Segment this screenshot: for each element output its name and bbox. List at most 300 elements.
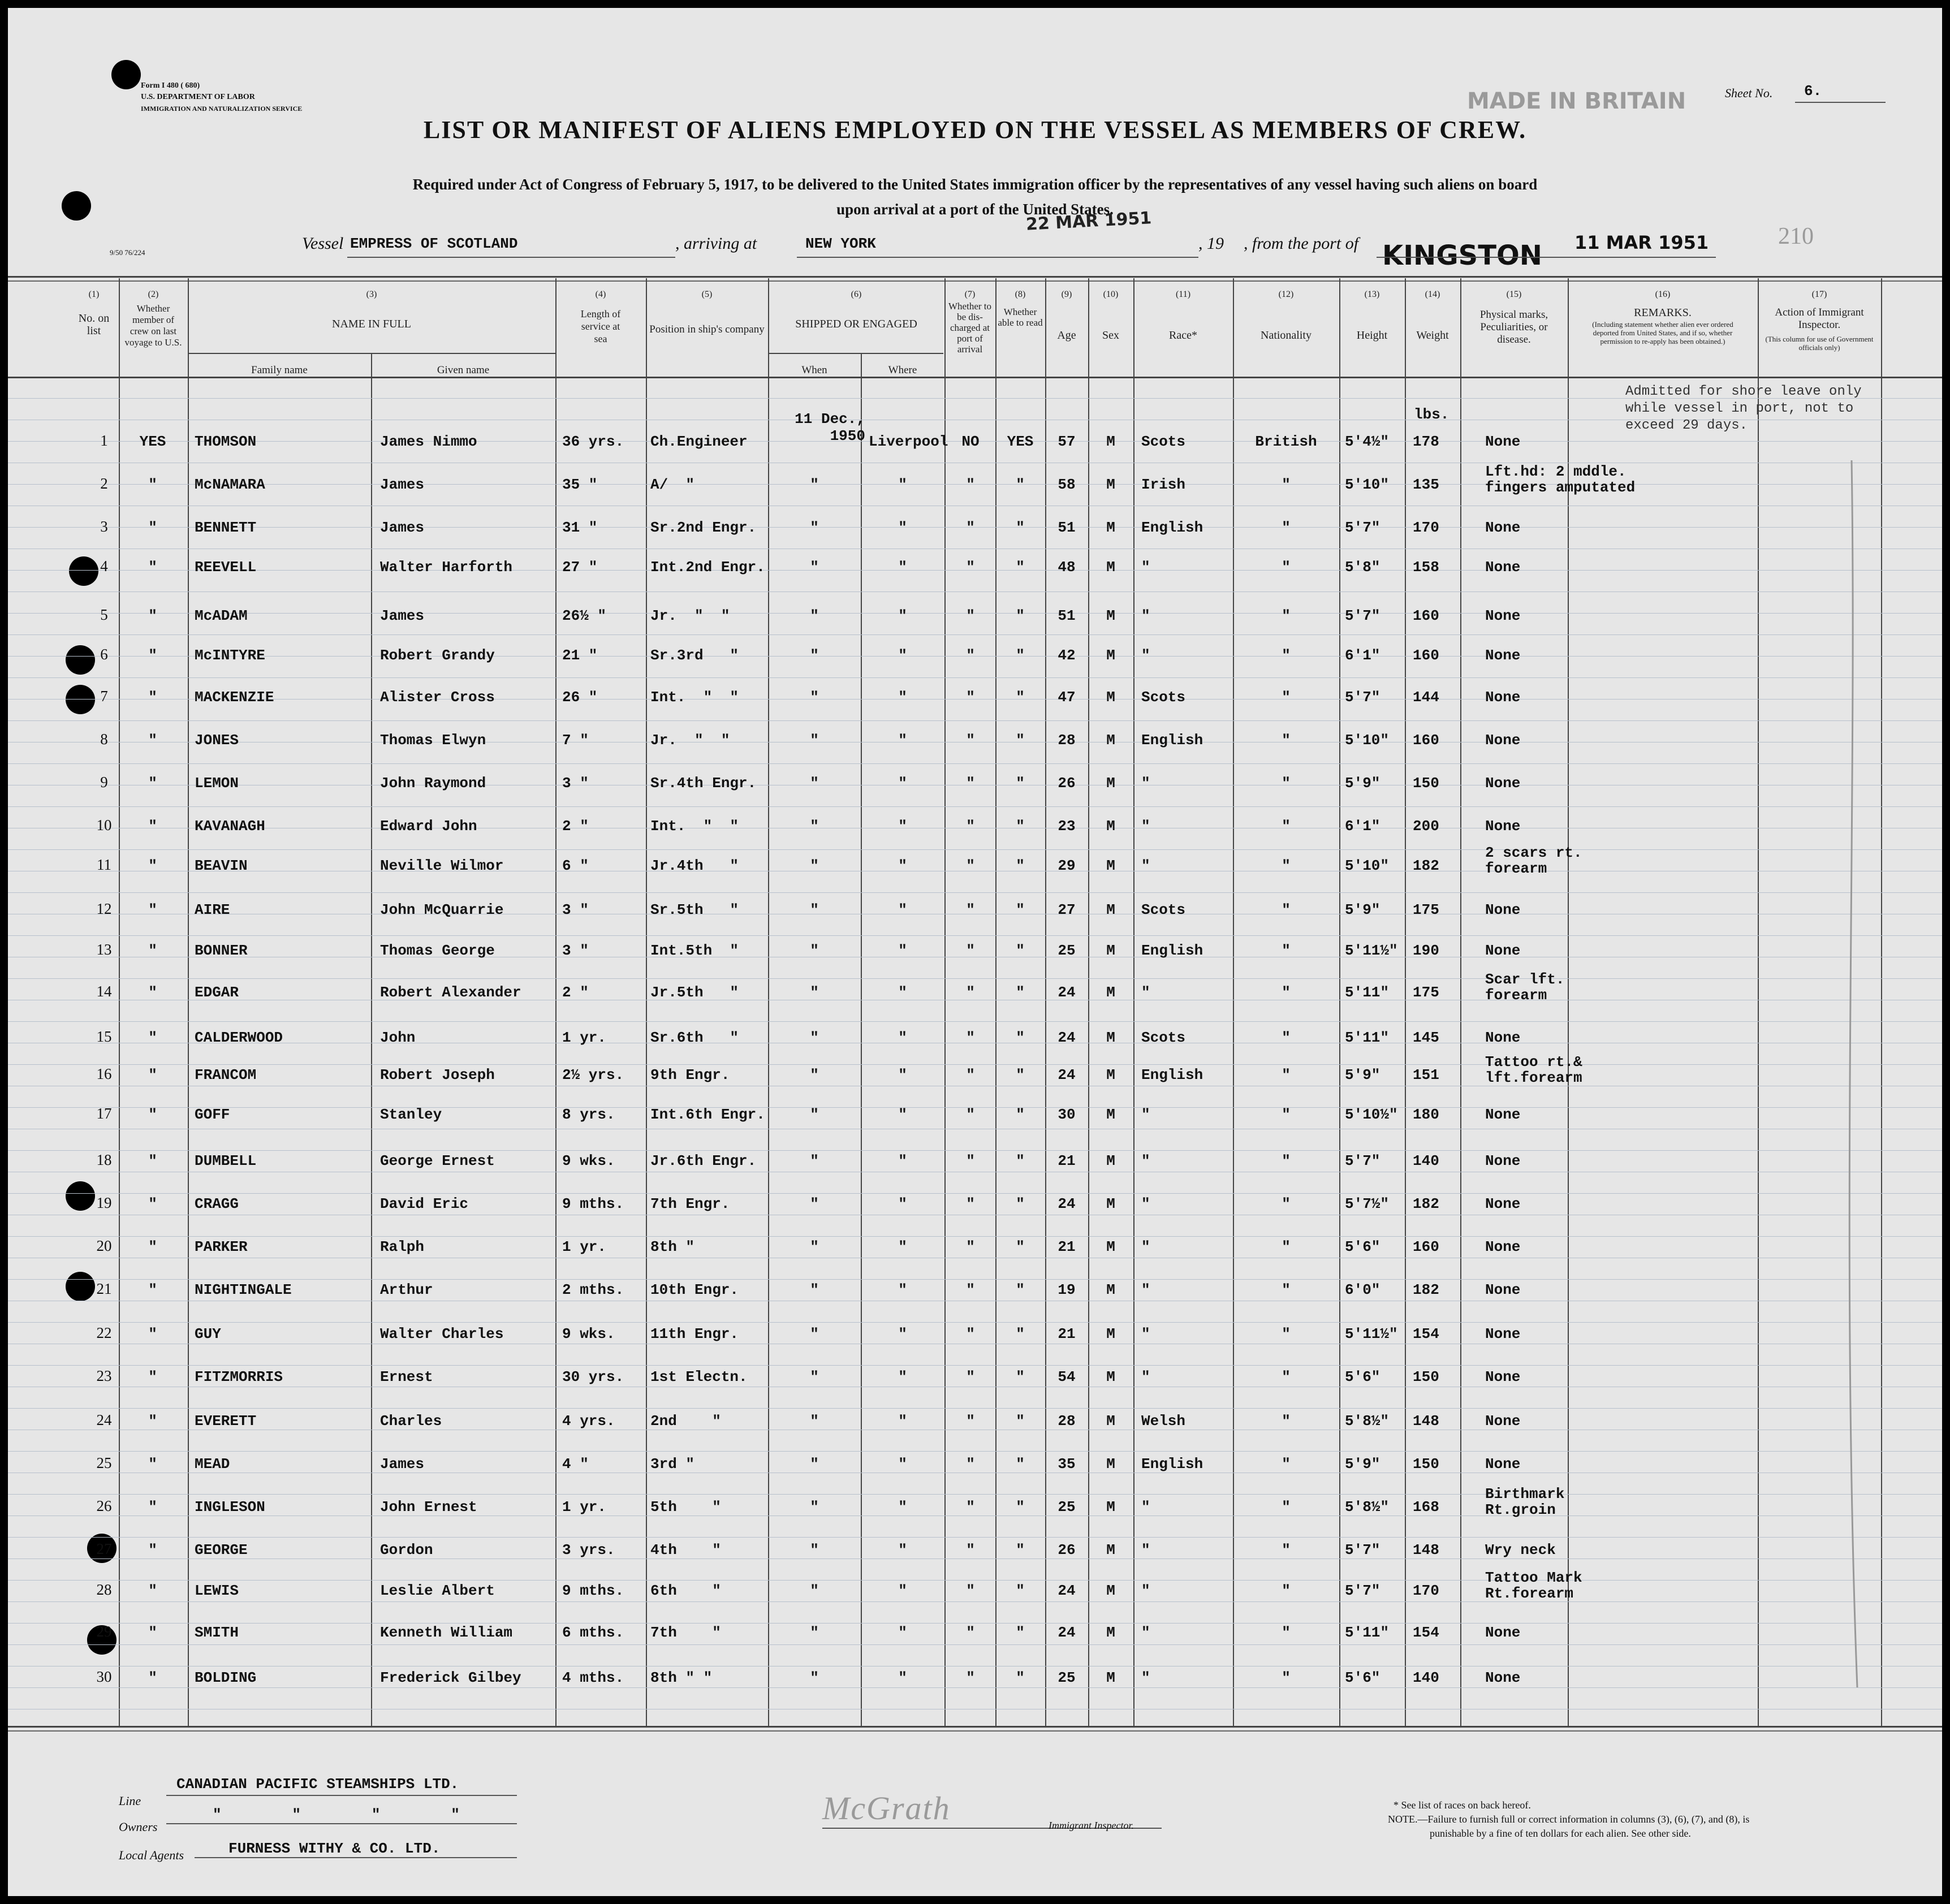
punch-hole [62,191,91,221]
cell-family: AIRE [195,901,230,918]
col7-header [944,288,995,355]
cell-given: Walter Harforth [380,559,513,576]
cell-nat: " [1282,1456,1291,1473]
cell-sex: M [1106,1326,1115,1342]
cell-height: 5'6" [1345,1669,1380,1686]
inspector-remark-line: while vessel in port, not to [1625,401,1854,416]
cell-where: " [898,1195,907,1212]
cell-family: EDGAR [195,984,239,1001]
col14-header [1405,288,1460,342]
cell-sex: M [1106,519,1115,536]
cell-height: 5'10" [1345,476,1390,493]
cell-height: 5'7" [1345,1542,1380,1558]
cell-weight: 182 [1413,1195,1439,1212]
cell-family: CRAGG [195,1195,239,1212]
cell-position: Sr.3rd " [650,647,739,664]
row-number: 19 [96,1194,112,1211]
cell-given: Charles [380,1413,442,1430]
cell-weight: 150 [1413,1456,1439,1473]
cell-weight: 150 [1413,775,1439,792]
cell-where: " [898,1542,907,1558]
col6-sub-where: Where [888,364,917,376]
col9-number: (9) [1061,290,1072,299]
cell-height: 5'9" [1345,1456,1380,1473]
col8-header [995,288,1045,328]
cell-service: 6 " [562,857,589,874]
cell-sex: M [1106,1238,1115,1255]
cell-read: " [1016,1238,1025,1255]
form-reference: 9/50 76/224 [110,248,145,257]
row-number: 4 [100,558,108,575]
cell-nat: " [1282,1582,1291,1599]
cell-sex: M [1106,433,1115,450]
cell-height: 6'0" [1345,1281,1380,1298]
cell-nat: " [1282,1152,1291,1169]
ruled-line [8,1150,1942,1151]
cell-race: " [1141,1152,1150,1169]
cell-disch: " [966,559,975,576]
cell-read: " [1016,1067,1025,1083]
col5-label: Position in ship's company [649,323,765,335]
cell-race: English [1141,1067,1203,1083]
row-number: 1 [100,432,108,449]
col7-label: Whether to be dis-charged at port of arrival [948,301,991,355]
cell-given: David Eric [380,1195,469,1212]
cell-age: 21 [1058,1238,1076,1255]
inspector-remark-line: Admitted for shore leave only [1625,384,1862,399]
cell-marks: None [1485,433,1521,450]
cell-service: 9 mths. [562,1195,624,1212]
cell-height: 5'8½" [1345,1413,1390,1430]
cell-given: James [380,1456,425,1473]
cell-service: 7 " [562,732,589,749]
cell-last: " [148,476,157,493]
cell-disch: " [966,689,975,706]
cell-weight: 180 [1413,1106,1439,1123]
weight-unit: lbs. [1414,406,1449,423]
cell-age: 54 [1058,1368,1076,1385]
cell-marks: None [1485,1281,1521,1298]
cell-marks: Tattoo rt.& lft.forearm [1485,1054,1582,1086]
cell-age: 21 [1058,1152,1076,1169]
cell-when: " [810,1456,819,1473]
requirement-text [178,172,1772,222]
cell-age: 28 [1058,1413,1076,1430]
cell-weight: 148 [1413,1542,1439,1558]
cell-when: " [810,689,819,706]
col1-label: No. on list [78,312,110,337]
cell-marks: None [1485,775,1521,792]
cell-family: BOLDING [195,1669,257,1686]
cell-family: EVERETT [195,1413,257,1430]
cell-when: " [810,1281,819,1298]
cell-race: Scots [1141,1029,1186,1046]
cell-age: 24 [1058,1582,1076,1599]
cell-race: " [1141,1499,1150,1516]
cell-sex: M [1106,984,1115,1001]
cell-when: " [810,857,819,874]
cell-when: " [810,1542,819,1558]
cell-race: Welsh [1141,1413,1186,1430]
cell-service: 4 " [562,1456,589,1473]
cell-where: " [898,1029,907,1046]
cell-when: " [810,942,819,959]
cell-race: " [1141,1542,1150,1558]
cell-given: Alister Cross [380,689,495,706]
agents-value: FURNESS WITHY & CO. LTD. [228,1840,441,1857]
cell-marks: None [1485,901,1521,918]
cell-nat: " [1282,775,1291,792]
cell-last: " [148,1195,157,1212]
cell-read: " [1016,689,1025,706]
cell-where: " [898,1669,907,1686]
cell-when: " [810,1152,819,1169]
cell-sex: M [1106,1669,1115,1686]
cell-position: Int.6th Engr. [650,1106,765,1123]
ruled-line [8,1623,1942,1624]
cell-where: " [898,1624,907,1641]
cell-weight: 182 [1413,1281,1439,1298]
arriving-label: , arriving at [675,234,757,253]
cell-weight: 140 [1413,1152,1439,1169]
cell-nat: " [1282,818,1291,835]
col8-number: (8) [1015,290,1026,299]
cell-nat: " [1282,1368,1291,1385]
ruled-line [8,1064,1942,1065]
cell-read: " [1016,1542,1025,1558]
cell-disch: " [966,476,975,493]
row-number: 23 [96,1367,112,1384]
cell-disch: " [966,1067,975,1083]
cell-given: Ernest [380,1368,433,1385]
cell-sex: M [1106,1106,1115,1123]
cell-race: " [1141,1368,1150,1385]
cell-last: " [148,1029,157,1046]
cell-disch: " [966,1106,975,1123]
cell-nat: " [1282,1067,1291,1083]
cell-position: Sr.6th " [650,1029,739,1046]
cell-when: " [810,901,819,918]
cell-disch: " [966,1582,975,1599]
cell-service: 27 " [562,559,598,576]
cell-service: 21 " [562,647,598,664]
cell-last: " [148,1106,157,1123]
cell-height: 5'7" [1345,607,1380,624]
sheet-number-value: 6. [1804,83,1822,100]
cell-sex: M [1106,607,1115,624]
col-divider [861,354,862,1727]
cell-family: LEMON [195,775,239,792]
table-bottom-border [8,1726,1942,1728]
cell-age: 25 [1058,1499,1076,1516]
cell-given: Thomas Elwyn [380,732,486,749]
cell-read: " [1016,607,1025,624]
cell-last: " [148,901,157,918]
cell-where: Liverpool [869,433,948,450]
cell-weight: 144 [1413,689,1439,706]
row-number: 16 [96,1065,112,1082]
cell-race: Scots [1141,689,1186,706]
col-divider [188,278,189,1727]
cell-sex: M [1106,1456,1115,1473]
cell-when: " [810,1499,819,1516]
cell-disch: " [966,1456,975,1473]
cell-weight: 178 [1413,433,1439,450]
cell-given: John Ernest [380,1499,477,1516]
cell-age: 42 [1058,647,1076,664]
cell-race: Scots [1141,433,1186,450]
cell-height: 5'7½" [1345,1195,1390,1212]
cell-race: " [1141,984,1150,1001]
col17-note: (This column for use of Government officials only) [1765,335,1874,352]
col5-number: (5) [701,290,713,299]
vessel-name: EMPRESS OF SCOTLAND [350,235,518,252]
ruled-line [8,806,1942,807]
table-bottom-border-2 [8,1730,1942,1732]
form-number: Form I 480 ( 680) [141,81,200,90]
cell-disch: " [966,1624,975,1641]
punch-hole [111,60,141,89]
col1-header [69,288,119,337]
cell-where: " [898,775,907,792]
cell-height: 5'11½" [1345,942,1398,959]
col-divider [1405,278,1406,1727]
cell-race: " [1141,647,1150,664]
cell-read: " [1016,984,1025,1001]
col2-number: (2) [148,290,159,299]
cell-position: 10th Engr. [650,1281,739,1298]
cell-given: Neville Wilmor [380,857,504,874]
cell-last: " [148,1238,157,1255]
cell-sex: M [1106,1067,1115,1083]
cell-given: Leslie Albert [380,1582,495,1599]
cell-nat: " [1282,1669,1291,1686]
cell-family: DUMBELL [195,1152,257,1169]
cell-given: James Nimmo [380,433,477,450]
cell-given: Walter Charles [380,1326,504,1342]
row-number: 11 [97,856,111,873]
cell-when: " [810,559,819,576]
cell-marks: None [1485,1152,1521,1169]
ruled-line [8,677,1942,678]
cell-marks: Birthmark Rt.groin [1485,1486,1565,1518]
cell-weight: 154 [1413,1624,1439,1641]
cell-family: MACKENZIE [195,689,274,706]
col9-header [1045,288,1088,342]
col12-number: (12) [1278,290,1294,299]
cell-where: " [898,1281,907,1298]
cell-family: FRANCOM [195,1067,257,1083]
cell-given: Stanley [380,1106,442,1123]
cell-marks: Tattoo Mark Rt.forearm [1485,1569,1582,1602]
cell-height: 5'4½" [1345,433,1390,450]
col15-number: (15) [1506,290,1522,299]
pencil-mark [1818,460,1886,1693]
ruled-line [8,1687,1942,1688]
cell-age: 25 [1058,942,1076,959]
ruled-line [8,1580,1942,1581]
cell-last: " [148,1152,157,1169]
col-divider [1339,278,1340,1727]
cell-height: 5'7" [1345,689,1380,706]
from-port: KINGSTON [1382,240,1542,271]
cell-sex: M [1106,647,1115,664]
cell-last: " [148,1499,157,1516]
cell-race: Scots [1141,901,1186,918]
cell-disch: " [966,519,975,536]
cell-sex: M [1106,818,1115,835]
cell-position: Jr. " " [650,607,730,624]
cell-nat: " [1282,476,1291,493]
cell-disch: " [966,1326,975,1342]
cell-disch: " [966,732,975,749]
cell-where: " [898,607,907,624]
cell-service: 2½ yrs. [562,1067,624,1083]
cell-given: Robert Alexander [380,984,521,1001]
col10-header [1088,288,1133,342]
cell-where: " [898,559,907,576]
row-number: 30 [96,1668,112,1685]
ruled-line [8,1601,1942,1602]
col-divider [555,278,556,1727]
cell-read: " [1016,1106,1025,1123]
cell-age: 24 [1058,1067,1076,1083]
inspector-remark-line: exceed 29 days. [1625,418,1748,433]
cell-disch: " [966,1238,975,1255]
ruled-line [8,1537,1942,1538]
cell-family: GEORGE [195,1542,248,1558]
inspector-signature: McGrath [822,1790,951,1827]
cell-disch: " [966,607,975,624]
cell-height: 5'11½" [1345,1326,1398,1342]
cell-family: McADAM [195,607,248,624]
cell-family: McINTYRE [195,647,265,664]
cell-sex: M [1106,1542,1115,1558]
arriving-port: NEW YORK [805,235,876,252]
cell-where: " [898,1106,907,1123]
cell-marks: None [1485,1456,1521,1473]
cell-disch: " [966,1029,975,1046]
cell-family: FITZMORRIS [195,1368,283,1385]
line-value: CANADIAN PACIFIC STEAMSHIPS LTD. [176,1776,459,1793]
cell-race: English [1141,942,1203,959]
ruled-line [8,763,1942,764]
ruled-line [8,634,1942,635]
cell-marks: None [1485,689,1521,706]
cell-weight: 150 [1413,1368,1439,1385]
from-port-label: , from the port of [1244,234,1359,253]
cell-position: 4th " [650,1542,721,1558]
vessel-label: Vessel [302,234,344,253]
cell-family: GOFF [195,1106,230,1123]
cell-family: GUY [195,1326,221,1342]
cell-where: " [898,901,907,918]
row-number: 6 [100,646,108,663]
cell-nat: " [1282,901,1291,918]
cell-position: 11th Engr. [650,1326,739,1342]
inspector-label: Immigrant Inspector. [1049,1820,1134,1831]
cell-read: " [1016,1368,1025,1385]
cell-given: James [380,607,425,624]
cell-last: " [148,607,157,624]
cell-marks: None [1485,1195,1521,1212]
cell-read: " [1016,1152,1025,1169]
cell-sex: M [1106,1624,1115,1641]
cell-when: 11 Dec., 1950 [795,411,865,444]
cell-when: " [810,1106,819,1123]
cell-height: 5'7" [1345,1152,1380,1169]
cell-weight: 158 [1413,559,1439,576]
cell-race: " [1141,1669,1150,1686]
row-number: 20 [96,1237,112,1254]
cell-last: " [148,775,157,792]
cell-given: Arthur [380,1281,433,1298]
cell-where: " [898,984,907,1001]
row-number: 27 [96,1540,112,1557]
col2-label: Whether member of crew on last voyage to U.S. [124,303,182,348]
cell-when: " [810,1029,819,1046]
col4-label: Length of service at sea [580,308,621,344]
cell-weight: 160 [1413,732,1439,749]
cell-marks: None [1485,1413,1521,1430]
cell-where: " [898,942,907,959]
row-number: 18 [96,1151,112,1168]
year-label: , 19 [1198,234,1224,253]
cell-race: " [1141,857,1150,874]
cell-age: 57 [1058,433,1076,450]
cell-weight: 175 [1413,901,1439,918]
row-number: 5 [100,606,108,623]
cell-service: 26½ " [562,607,607,624]
from-underline [1377,257,1716,258]
cell-position: Int.5th " [650,942,739,959]
cell-when: " [810,1326,819,1342]
cell-disch: " [966,1368,975,1385]
cell-weight: 148 [1413,1413,1439,1430]
cell-sex: M [1106,901,1115,918]
col6-sub-when: When [801,364,827,376]
cell-age: 26 [1058,775,1076,792]
cell-marks: Wry neck [1485,1542,1556,1558]
line-label: Line [119,1794,141,1808]
col14-label: Weight [1416,329,1449,342]
cell-given: John McQuarrie [380,901,504,918]
cell-service: 9 wks. [562,1326,615,1342]
cell-age: 30 [1058,1106,1076,1123]
line-underline [166,1795,517,1796]
col3-number: (3) [366,290,377,299]
cell-read: " [1016,942,1025,959]
cell-family: SMITH [195,1624,239,1641]
row-number: 21 [96,1280,112,1297]
cell-marks: None [1485,1624,1521,1641]
cell-last: " [148,1624,157,1641]
cell-service: 9 wks. [562,1152,615,1169]
cell-last: " [148,984,157,1001]
cell-sex: M [1106,1152,1115,1169]
cell-sex: M [1106,559,1115,576]
cell-disch: " [966,818,975,835]
cell-last: " [148,1542,157,1558]
row-number: 25 [96,1454,112,1471]
col4-header [555,288,646,345]
cell-position: 3rd " [650,1456,695,1473]
cell-race: " [1141,1281,1150,1298]
cell-position: 8th " " [650,1669,713,1686]
cell-read: " [1016,559,1025,576]
cell-age: 51 [1058,607,1076,624]
cell-position: Ch.Engineer [650,433,748,450]
